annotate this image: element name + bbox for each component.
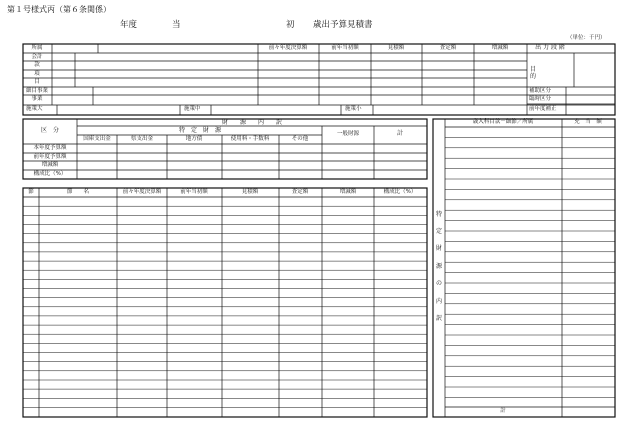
kubun-header: 区 分 <box>40 127 60 134</box>
col-sonota: その他 <box>291 136 309 142</box>
col-setsu-zennen: 前年当初額 <box>180 189 208 195</box>
shisaku-chu-label: 施策中 <box>184 106 201 112</box>
shisaku-sho-label: 施策小 <box>345 106 362 112</box>
row-jigyou: 事業 <box>31 96 43 102</box>
right-total-label: 計 <box>500 408 506 414</box>
row-kou: 項 <box>34 71 40 77</box>
juutou-gaku-header: 充 当 額 <box>574 119 602 125</box>
unit-label: （単位：千円） <box>567 35 606 41</box>
zennendo-hosei-label: 前年度補正 <box>529 106 557 112</box>
col-setsu-name: 節 名 <box>66 189 90 195</box>
col-shozoku: 所属 <box>31 45 43 51</box>
col-ken: 県支出金 <box>130 136 154 142</box>
row-kaikei: 会計 <box>31 54 43 60</box>
col-setsu: 節 <box>28 189 34 195</box>
vertical-char: 定 <box>435 228 443 235</box>
col-zougen: 増減額 <box>491 45 509 51</box>
tokutei-zaigen-header: 特 定 財 源 <box>178 127 222 134</box>
row-zougen: 増減額 <box>41 162 59 168</box>
page-title: 歳出予算見積書 <box>313 20 373 30</box>
sainyu-kamoku-header: 歳入科目款－細節／所属 <box>472 119 534 125</box>
col-ippan-zaigen: 一般財源 <box>336 131 360 137</box>
col-mitsumori: 見積額 <box>387 45 405 51</box>
row-saimoku-jigyou: 細目事業 <box>25 88 49 94</box>
col-chihousai: 地方債 <box>185 136 203 142</box>
sho-label: 初 <box>286 20 295 30</box>
vertical-char: 訳 <box>435 315 443 322</box>
row-kouseihi: 構成比（%） <box>33 171 67 177</box>
rinji-kubun-label: 臨時区分 <box>529 96 552 102</box>
row-zennendo: 前年度予算額 <box>33 154 67 160</box>
row-kan: 款 <box>34 62 40 68</box>
col-satei: 査定額 <box>439 45 457 51</box>
vertical-char: の <box>435 280 443 287</box>
vertical-char: 財 <box>435 245 443 252</box>
col-zennen-tosho: 前年当初額 <box>331 45 359 51</box>
zaigen-uchiwake-header: 財 源 内 訳 <box>221 119 283 126</box>
col-kokko: 国庫支出金 <box>83 136 111 142</box>
form-number: 第１号様式丙（第６条関係） <box>7 5 111 14</box>
col-kei: 計 <box>396 130 404 137</box>
col-setsu-satei: 査定額 <box>291 189 309 195</box>
vertical-char: 内 <box>435 298 443 305</box>
col-zenzen-kessan: 前々年度決算額 <box>268 45 308 51</box>
hojo-kubun-label: 補助区分 <box>529 88 552 94</box>
col-setsu-mitsumori: 見積額 <box>241 189 259 195</box>
purpose-label: 目的 <box>530 66 537 81</box>
row-honnendo: 本年度予算額 <box>33 145 67 151</box>
col-setsu-zougen: 増減額 <box>339 189 357 195</box>
shisaku-dai-label: 施策大 <box>26 106 43 112</box>
vertical-char: 源 <box>435 263 443 270</box>
output-stage-label: 出 力 段 階 <box>535 44 565 51</box>
fiscal-year-label: 年度 <box>120 20 138 30</box>
col-shiyouryou: 使用料・手数料 <box>230 136 270 142</box>
tou-label: 当 <box>172 20 181 30</box>
col-setsu-kouseihi: 構成比（%） <box>383 189 417 195</box>
row-moku: 目 <box>34 79 40 85</box>
col-setsu-zenzen: 前々年度決算額 <box>122 189 162 195</box>
vertical-char: 特 <box>435 211 443 218</box>
